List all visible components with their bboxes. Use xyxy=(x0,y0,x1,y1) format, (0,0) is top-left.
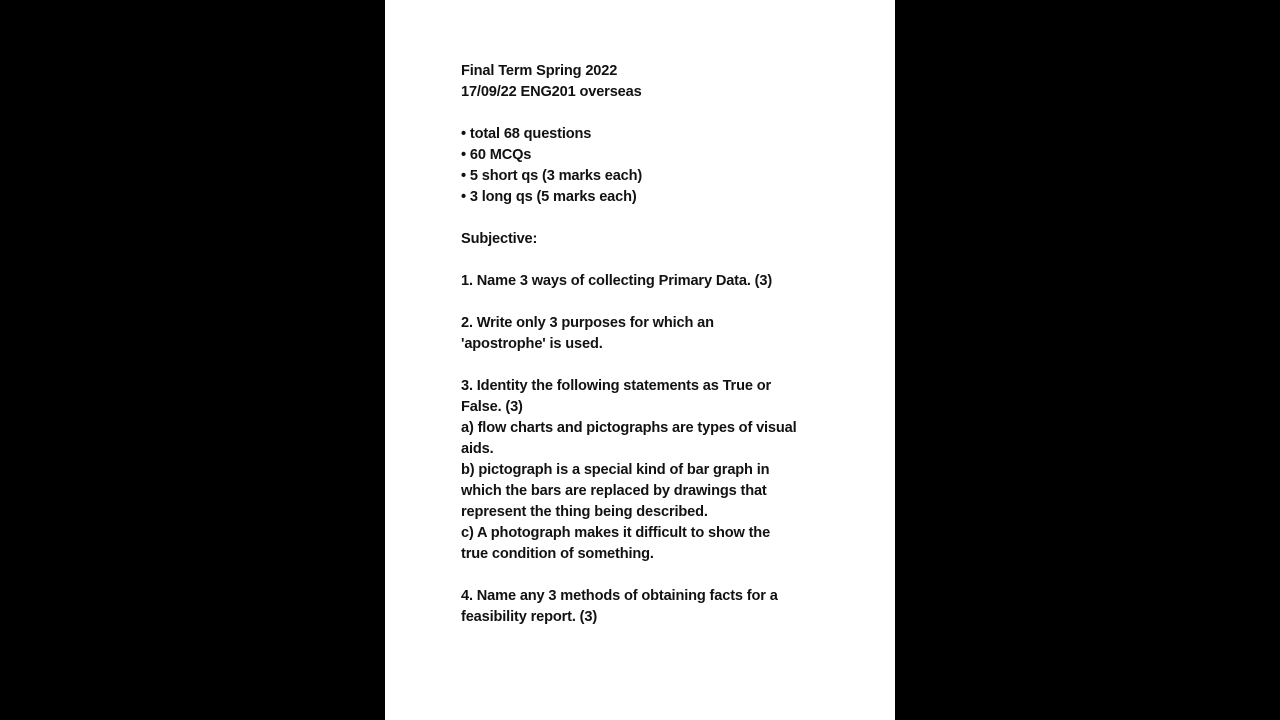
text-line: 17/09/22 ENG201 overseas xyxy=(461,84,642,100)
text-line: feasibility report. (3) xyxy=(461,609,598,625)
text-line: Final Term Spring 2022 xyxy=(461,63,618,79)
text-line: 1. Name 3 ways of collecting Primary Data. (3) xyxy=(461,273,773,289)
paragraph-question-4 xyxy=(461,586,826,628)
text-line: 2. Write only 3 purposes for which an xyxy=(461,315,714,331)
paragraph-header xyxy=(461,61,826,103)
text-line: b) pictograph is a special kind of bar graph in xyxy=(461,462,770,478)
text-line: represent the thing being described. xyxy=(461,504,708,520)
text-line: False. (3) xyxy=(461,399,523,415)
text-line: • 60 MCQs xyxy=(461,147,532,163)
paragraph-exam-structure-bullets xyxy=(461,124,826,208)
text-line: 4. Name any 3 methods of obtaining facts for a xyxy=(461,588,778,604)
right-black-bar xyxy=(895,0,1280,720)
text-line: a) flow charts and pictographs are types of visual xyxy=(461,420,797,436)
left-black-bar xyxy=(0,0,385,720)
text-line: which the bars are replaced by drawings that xyxy=(461,483,767,499)
paragraph-section-heading xyxy=(461,229,826,250)
text-line: • 5 short qs (3 marks each) xyxy=(461,168,643,184)
text-line: • total 68 questions xyxy=(461,126,592,142)
paragraph-question-1 xyxy=(461,271,826,292)
text-line: 3. Identity the following statements as True or xyxy=(461,378,772,394)
text-line: aids. xyxy=(461,441,494,457)
paragraph-question-2 xyxy=(461,313,826,355)
text-line: Subjective: xyxy=(461,231,538,247)
document-text xyxy=(461,61,826,628)
paragraph-question-3 xyxy=(461,376,826,565)
document-page xyxy=(385,0,895,720)
text-line: c) A photograph makes it difficult to show the xyxy=(461,525,771,541)
text-line: true condition of something. xyxy=(461,546,654,562)
text-line: • 3 long qs (5 marks each) xyxy=(461,189,637,205)
text-line: 'apostrophe' is used. xyxy=(461,336,603,352)
